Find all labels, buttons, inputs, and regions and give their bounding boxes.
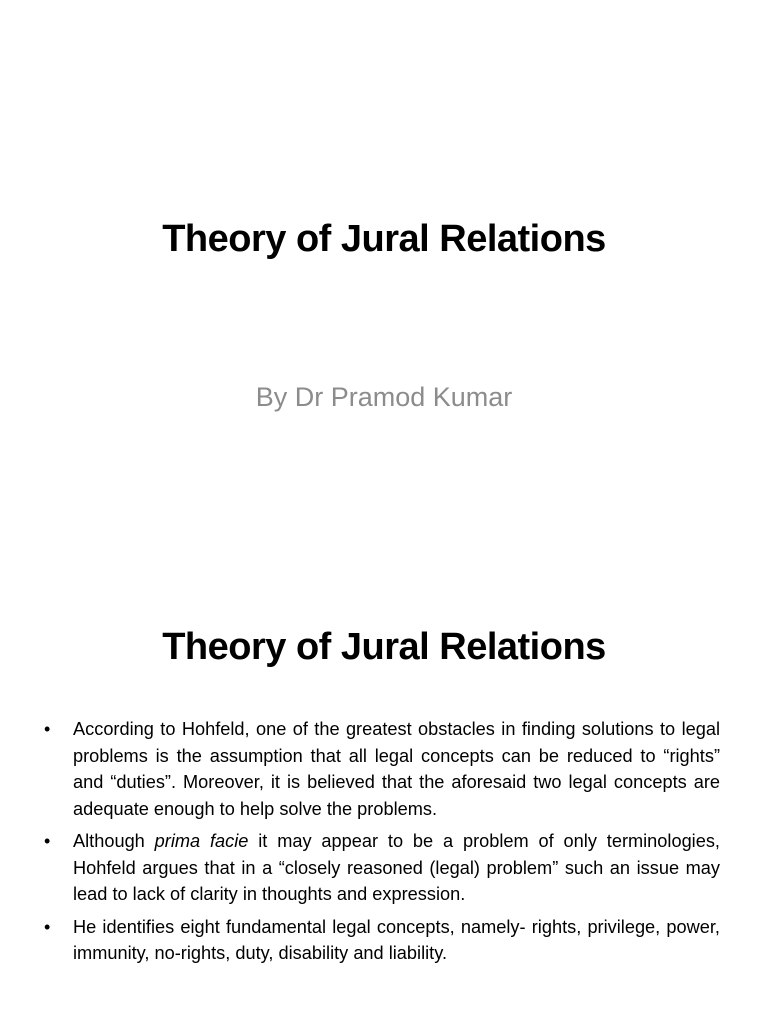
bullet-icon: • xyxy=(44,831,51,851)
bullet-text: According to Hohfeld, one of the greatest obstacles in finding solutions to legal problems is the assumption that all legal concepts can be reduced to “rights” and “duties”. Moreover, it is believed that the aforesaid two legal concepts are adequate enough to help solve the problems. xyxy=(73,719,720,819)
italic-term: prima facie xyxy=(154,831,249,851)
bullet-list xyxy=(44,716,720,973)
bullet-icon: • xyxy=(44,719,51,739)
slide-subtitle-author: By Dr Pramod Kumar xyxy=(255,382,513,412)
bullet-item xyxy=(44,914,720,967)
bullet-text: He identifies eight fundamental legal concepts, namely- rights, privilege, power, immunity, no-rights, duty, disability and liability. xyxy=(73,916,720,963)
slide-title: Theory of Jural Relations xyxy=(162,218,606,260)
bullet-item xyxy=(44,716,720,822)
slide-title: Theory of Jural Relations xyxy=(162,626,606,668)
bullet-item xyxy=(44,828,720,908)
bullet-icon: • xyxy=(44,916,51,937)
content-slide xyxy=(0,576,768,1024)
bullet-text-part: Although xyxy=(73,831,155,851)
bullet-text-part: it may appear to be a problem of only terminologies, Hohfeld argues that in a “closely reasoned (legal) problem” such an issue may lead to lack of clarity in thoughts and expression. xyxy=(73,831,720,904)
bullet-text xyxy=(73,831,720,904)
